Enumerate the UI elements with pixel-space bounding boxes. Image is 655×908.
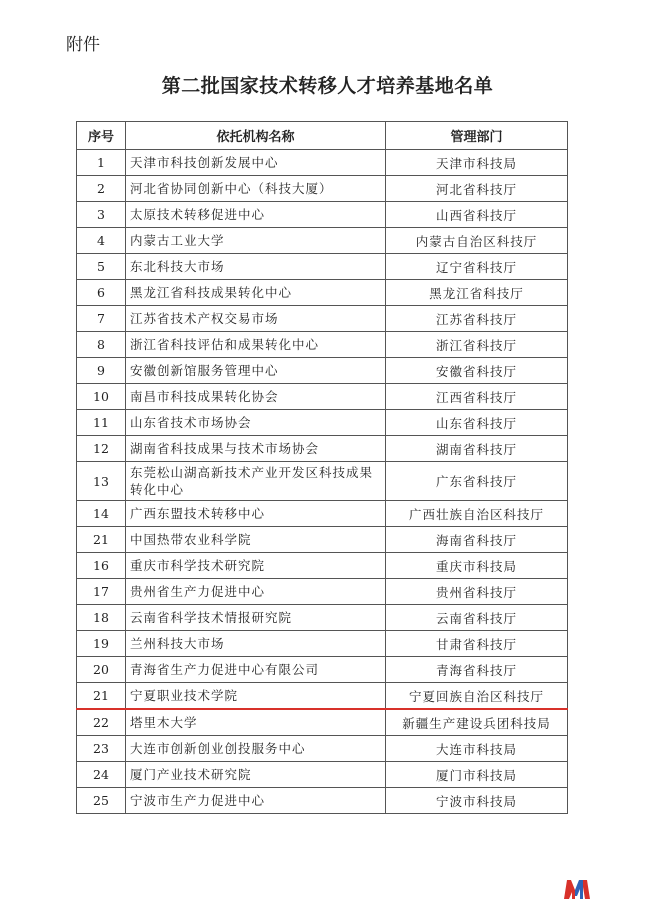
- row-department: 广西壮族自治区科技厅: [386, 501, 568, 527]
- row-department: 山东省科技厅: [386, 410, 568, 436]
- row-department: 重庆市科技局: [386, 553, 568, 579]
- row-organization: 中国热带农业科学院: [126, 527, 386, 553]
- table-row: [77, 657, 568, 683]
- row-number: 16: [77, 553, 126, 579]
- row-department: 贵州省科技厅: [386, 579, 568, 605]
- row-department: 天津市科技局: [386, 150, 568, 176]
- m-logo-icon: [563, 878, 591, 900]
- row-number: 9: [77, 358, 126, 384]
- row-number: 5: [77, 254, 126, 280]
- row-number: 14: [77, 501, 126, 527]
- table-row: [77, 579, 568, 605]
- row-department: 宁波市科技局: [386, 788, 568, 814]
- row-organization: 天津市科技创新发展中心: [126, 150, 386, 176]
- table-row: [77, 631, 568, 657]
- row-department: 宁夏回族自治区科技厅: [386, 683, 568, 710]
- page-title: 第二批国家技术转移人才培养基地名单: [161, 75, 494, 97]
- row-organization: 东莞松山湖高新技术产业开发区科技成果转化中心: [126, 462, 386, 501]
- table-row: [77, 501, 568, 527]
- institution-table: [76, 121, 568, 814]
- table-row: [77, 358, 568, 384]
- header-department: 管理部门: [386, 122, 568, 150]
- row-number: 20: [77, 657, 126, 683]
- row-number: 8: [77, 332, 126, 358]
- row-department: 山西省科技厅: [386, 202, 568, 228]
- row-number: 10: [77, 384, 126, 410]
- row-number: 22: [77, 709, 126, 736]
- row-number: 13: [77, 462, 126, 501]
- row-number: 21: [77, 683, 126, 710]
- row-organization: 贵州省生产力促进中心: [126, 579, 386, 605]
- row-department: 广东省科技厅: [386, 462, 568, 501]
- row-number: 11: [77, 410, 126, 436]
- row-number: 18: [77, 605, 126, 631]
- row-department: 海南省科技厅: [386, 527, 568, 553]
- row-organization: 浙江省科技评估和成果转化中心: [126, 332, 386, 358]
- table-row: [77, 553, 568, 579]
- table-row: [77, 332, 568, 358]
- table-row: [77, 228, 568, 254]
- header-number: 序号: [77, 122, 126, 150]
- row-organization: 南昌市科技成果转化协会: [126, 384, 386, 410]
- table-row: [77, 254, 568, 280]
- row-number: 3: [77, 202, 126, 228]
- row-department: 浙江省科技厅: [386, 332, 568, 358]
- row-number: 2: [77, 176, 126, 202]
- row-organization: 兰州科技大市场: [126, 631, 386, 657]
- row-number: 1: [77, 150, 126, 176]
- table-header-row: [77, 122, 568, 150]
- row-department: 云南省科技厅: [386, 605, 568, 631]
- row-number: 6: [77, 280, 126, 306]
- table-row: [77, 709, 568, 736]
- row-organization: 东北科技大市场: [126, 254, 386, 280]
- table-row: [77, 176, 568, 202]
- row-organization: 重庆市科学技术研究院: [126, 553, 386, 579]
- table-row-highlighted: [77, 683, 568, 710]
- row-department: 大连市科技局: [386, 736, 568, 762]
- row-department: 辽宁省科技厅: [386, 254, 568, 280]
- row-department: 黑龙江省科技厅: [386, 280, 568, 306]
- row-number: 21: [77, 527, 126, 553]
- row-department: 内蒙古自治区科技厅: [386, 228, 568, 254]
- row-number: 4: [77, 228, 126, 254]
- table-row: [77, 280, 568, 306]
- table-row: [77, 462, 568, 501]
- table-row: [77, 527, 568, 553]
- table-row: [77, 605, 568, 631]
- row-organization: 湖南省科技成果与技术市场协会: [126, 436, 386, 462]
- row-organization: 山东省技术市场协会: [126, 410, 386, 436]
- row-department: 江西省科技厅: [386, 384, 568, 410]
- row-organization: 宁波市生产力促进中心: [126, 788, 386, 814]
- header-organization: 依托机构名称: [126, 122, 386, 150]
- row-organization: 广西东盟技术转移中心: [126, 501, 386, 527]
- row-number: 24: [77, 762, 126, 788]
- row-department: 安徽省科技厅: [386, 358, 568, 384]
- table-row: [77, 150, 568, 176]
- row-number: 17: [77, 579, 126, 605]
- row-organization: 河北省协同创新中心（科技大厦）: [126, 176, 386, 202]
- row-organization: 厦门产业技术研究院: [126, 762, 386, 788]
- table-row: [77, 436, 568, 462]
- row-organization: 大连市创新创业创投服务中心: [126, 736, 386, 762]
- row-organization: 青海省生产力促进中心有限公司: [126, 657, 386, 683]
- row-number: 19: [77, 631, 126, 657]
- attachment-label: 附件: [66, 35, 100, 55]
- table-row: [77, 788, 568, 814]
- row-department: 厦门市科技局: [386, 762, 568, 788]
- row-number: 7: [77, 306, 126, 332]
- row-organization: 宁夏职业技术学院: [126, 683, 386, 710]
- table-row: [77, 306, 568, 332]
- row-number: 23: [77, 736, 126, 762]
- table-row: [77, 410, 568, 436]
- row-department: 河北省科技厅: [386, 176, 568, 202]
- row-department: 新疆生产建设兵团科技局: [386, 709, 568, 736]
- row-organization: 内蒙古工业大学: [126, 228, 386, 254]
- row-department: 江苏省科技厅: [386, 306, 568, 332]
- row-department: 青海省科技厅: [386, 657, 568, 683]
- row-number: 12: [77, 436, 126, 462]
- row-organization: 塔里木大学: [126, 709, 386, 736]
- row-number: 25: [77, 788, 126, 814]
- row-organization: 黑龙江省科技成果转化中心: [126, 280, 386, 306]
- row-organization: 江苏省技术产权交易市场: [126, 306, 386, 332]
- row-organization: 安徽创新馆服务管理中心: [126, 358, 386, 384]
- row-department: 湖南省科技厅: [386, 436, 568, 462]
- table-row: [77, 736, 568, 762]
- table-row: [77, 762, 568, 788]
- row-organization: 太原技术转移促进中心: [126, 202, 386, 228]
- table-row: [77, 202, 568, 228]
- row-organization: 云南省科学技术情报研究院: [126, 605, 386, 631]
- row-department: 甘肃省科技厅: [386, 631, 568, 657]
- table-row: [77, 384, 568, 410]
